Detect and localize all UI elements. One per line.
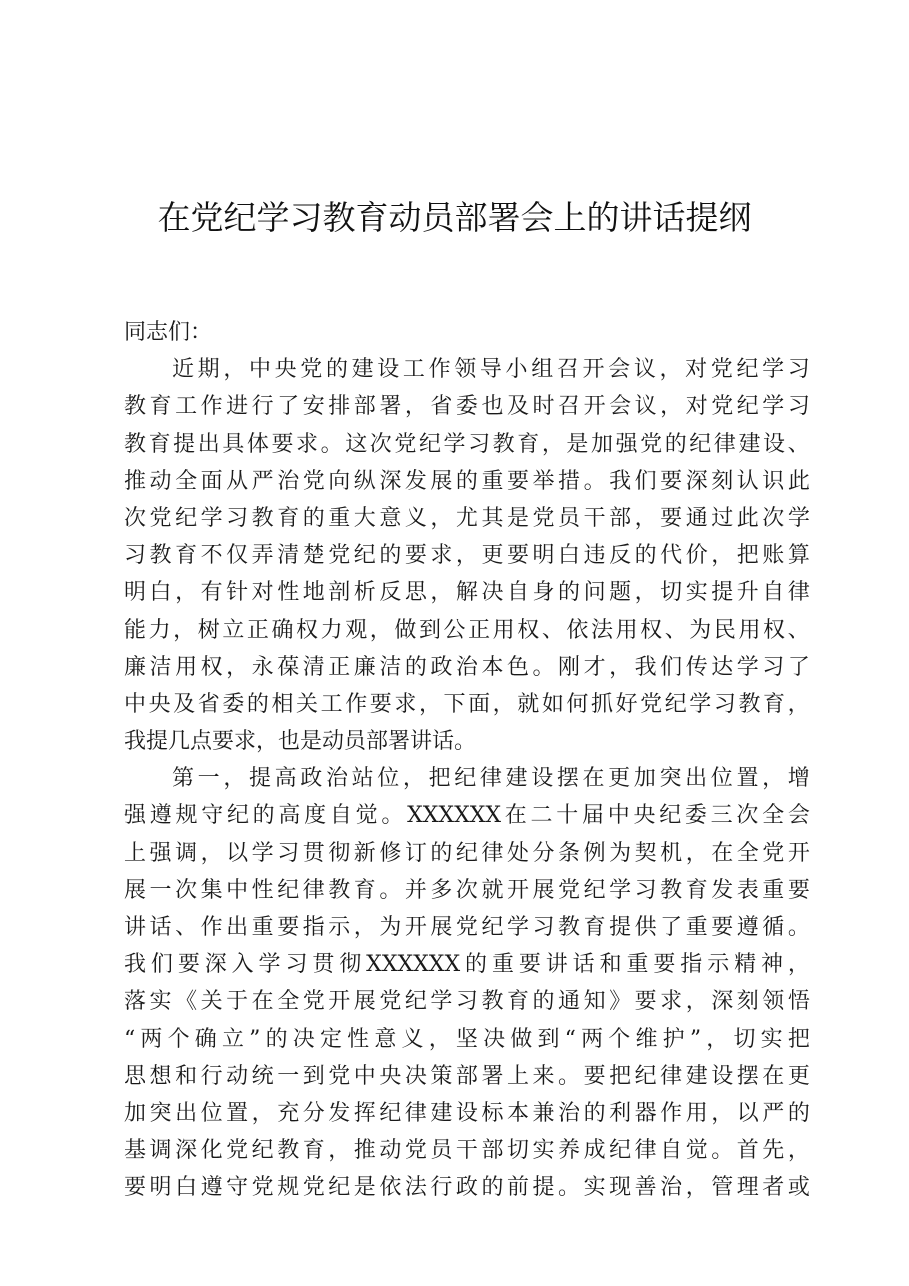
body-line: 我提几点要求，也是动员部署讲话。 xyxy=(124,729,477,755)
body-line: 教 育 工 作 进 行 了 安 排 部 署 ， 省 委 也 及 时 召 开 会 议 ， 对 党 纪 学 习 xyxy=(124,394,810,420)
body-line: 教 育 提 出 具 体 要 求 。 这 次 党 纪 学 习 教 育 ， 是 加 强 党 的 纪 律 建 设 、 xyxy=(124,431,810,457)
body-line: 要 明 白 遵 守 党 规 党 纪 是 依 法 行 政 的 前 提 。 实 现 善 治 ， 管 理 者 或 xyxy=(124,1175,810,1201)
body-line: 习 教 育 不 仅 弄 清 楚 党 纪 的 要 求 ， 更 要 明 白 违 反 的 代 价 ， 把 账 算 xyxy=(124,543,810,569)
body-line: 落 实 《 关 于 在 全 党 开 展 党 纪 学 习 教 育 的 通 知 》 要 求 ， 深 刻 领 悟 xyxy=(124,989,810,1015)
body-line: 加 突 出 位 置 ， 充 分 发 挥 纪 律 建 设 标 本 兼 治 的 利 器 作 用 ， 以 严 的 xyxy=(124,1100,810,1126)
body-line: 能 力 ， 树 立 正 确 权 力 观 ， 做 到 公 正 用 权 、 依 法 用 权 、 为 民 用 权 、 xyxy=(124,617,810,643)
body-line: 近 期 ， 中 央 党 的 建 设 工 作 领 导 小 组 召 开 会 议 ， 对 党 纪 学 习 xyxy=(172,357,810,383)
body-line: 中 央 及 省 委 的 相 关 工 作 要 求 ， 下 面 ， 就 如 何 抓 好 党 纪 学 习 教 育 ， xyxy=(124,691,810,717)
body-line: 讲 话 、 作 出 重 要 指 示 ， 为 开 展 党 纪 学 习 教 育 提 供 了 重 要 遵 循 。 xyxy=(124,915,810,940)
body-line: 推 动 全 面 从 严 治 党 向 纵 深 发 展 的 重 要 举 措 。 我 们 要 深 刻 认 识 此 xyxy=(124,468,810,494)
body-line: 我 们 要 深 入 学 习 贯 彻 XXXXXX 的 重 要 讲 话 和 重 要 指 示 精 神 ， xyxy=(124,952,810,978)
body-line: 廉 洁 用 权 ， 永 葆 清 正 廉 洁 的 政 治 本 色 。 刚 才 ， 我 们 传 达 学 习 了 xyxy=(124,654,810,680)
body-line: 明 白 ， 有 针 对 性 地 剖 析 反 思 ， 解 决 自 身 的 问 题 ， 切 实 提 升 自 律 xyxy=(124,580,810,606)
body-line: 基 调 深 化 党 纪 教 育 ， 推 动 党 员 干 部 切 实 养 成 纪 律 自 觉 。 首 先 ， xyxy=(124,1138,810,1164)
document-body xyxy=(124,314,810,1207)
body-line: “ 两 个 确 立 ” 的 决 定 性 意 义 ， 坚 决 做 到 “ 两 个 维 护 ” ， 切 实 把 xyxy=(124,1026,810,1052)
body-line: 思 想 和 行 动 统 一 到 党 中 央 决 策 部 署 上 来 。 要 把 纪 律 建 设 摆 在 更 xyxy=(124,1063,810,1089)
body-line: 第 一 ， 提 高 政 治 站 位 ， 把 纪 律 建 设 摆 在 更 加 突 出 位 置 ， 增 xyxy=(172,766,810,792)
body-line: 强 遵 规 守 纪 的 高 度 自 觉 。 XXXXXX 在 二 十 届 中 央 纪 委 三 次 全 会 xyxy=(124,803,810,829)
document-title: 在党纪学习教育动员部署会上的讲话提纲 xyxy=(157,198,752,237)
body-line: 同志们： xyxy=(124,320,213,345)
body-line: 上 强 调 ， 以 学 习 贯 彻 新 修 订 的 纪 律 处 分 条 例 为 契 机 ， 在 全 党 开 xyxy=(124,840,810,866)
body-line: 展 一 次 集 中 性 纪 律 教 育 。 并 多 次 就 开 展 党 纪 学 习 教 育 发 表 重 要 xyxy=(124,877,810,903)
body-line: 次 党 纪 学 习 教 育 的 重 大 意 义 ， 尤 其 是 党 员 干 部 ， 要 通 过 此 次 学 xyxy=(124,505,810,531)
